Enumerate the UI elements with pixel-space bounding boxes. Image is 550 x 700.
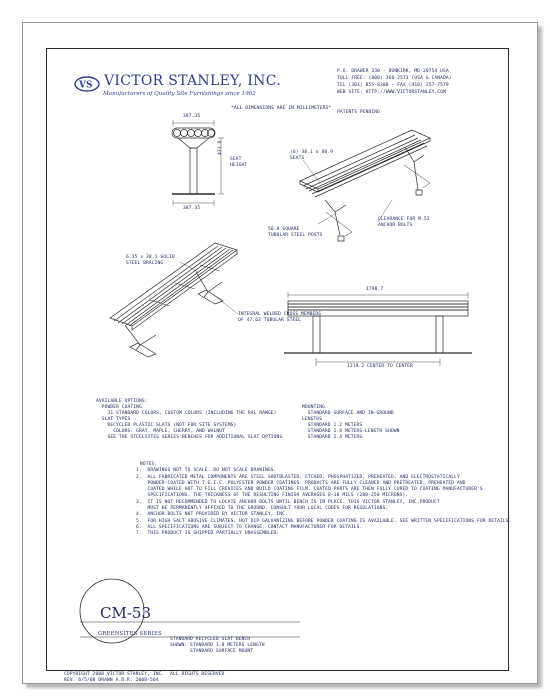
seat-height-label: SEAT HEIGHT bbox=[230, 157, 248, 168]
model-number: CM-53 bbox=[100, 604, 151, 622]
note-line: 3. IT IS NOT RECOMMENDED TO LOCATE ANCHOR BOLTS UNTIL BENCH IS IN PLACE. THIS VICTOR STANLEY, INC.PRODUCT bbox=[136, 500, 440, 505]
clearance-label: CLEARANCE FOR M.53 ANCHOR BOLTS bbox=[378, 217, 430, 228]
company-tagline: Manufacturers of Quality Site Furnishings since 1962 bbox=[103, 91, 256, 97]
options-left-line: RECYCLED PLASTIC SLATS (NOT FOR SITE SYSTEMS) bbox=[96, 423, 237, 428]
options-right-line: STANDARD 1.8 METERS-LENGTH SHOWN bbox=[302, 429, 400, 434]
note-line: 6. ALL SPECIFICATIONS ARE SUBJECT TO CHANGE. CONTACT MANUFACTURER FOR DETAILS. bbox=[136, 525, 363, 530]
options-left-line: POWDER COATING bbox=[96, 405, 142, 410]
description-line: SHOWN: STANDARD 1.8 METERS LENGTH bbox=[170, 643, 265, 648]
end-elevation-view bbox=[172, 120, 224, 206]
bottom-width-label: 387.35 bbox=[183, 206, 201, 211]
note-line: COATED WHILE HOT TO FILL CREVICES AND BUILD COATING FILM. COATED PARTS ARE THEN FULLY CURED TO COATING MANUFACTURER'S bbox=[136, 487, 483, 492]
top-width-label: 387.35 bbox=[183, 114, 201, 119]
address-line-4: WEB SITE: HTTP://WWW.VICTORSTANLEY.COM bbox=[337, 90, 446, 95]
seats-label: (6) 38.1 x 88.9 SEATS bbox=[290, 150, 333, 161]
options-right-line: MOUNTING bbox=[302, 405, 325, 410]
options-left-line: SLAT TYPES bbox=[96, 417, 131, 422]
overall-length-label: 1790.7 bbox=[366, 287, 384, 292]
note-line: 7. THIS PRODUCT IS SHIPPED PARTIALLY UNASSEMBLED. bbox=[136, 531, 280, 536]
dimensions-note: *ALL DIMENSIONS ARE IN MILLIMETERS* bbox=[231, 106, 332, 111]
address-line-1: P.O. DRAWER 330 - DUNKIRK, MD 20754 USA bbox=[337, 69, 449, 74]
description-line: STANDARD RECYCLED SLAT BENCH bbox=[170, 637, 251, 642]
front-elevation-view bbox=[284, 292, 472, 366]
cross-members-label: INTEGRAL WELDED CROSS MEMBERS OF 47.63 TUBULAR STEEL bbox=[238, 312, 322, 323]
note-line: 1. DRAWINGS NOT TO SCALE. DO NOT SCALE DRAWINGS. bbox=[136, 468, 277, 473]
options-left-line: 31 STANDARD COLORS, CUSTOM COLORS (INCLUDING THE RAL RANGE) bbox=[96, 411, 277, 416]
options-right-line: STANDARD SURFACE AND IN-GROUND bbox=[302, 411, 394, 416]
options-right-line: STANDARD 2.4 METERS bbox=[302, 435, 363, 440]
options-right-line: LENGTHS bbox=[302, 417, 323, 422]
note-line: 2. ALL FABRICATED METAL COMPONENTS ARE STEEL SHOTBLASTED, ETCHED, PHOSPHATIZED, PREHEATED, AND ELECTROSTATICALLY bbox=[136, 475, 460, 480]
note-line: 4. ANCHOR BOLTS NOT PROVIDED BY VICTOR STANLEY, INC. bbox=[136, 512, 288, 517]
tube-posts-label: 50.8 SQUARE TUBULAR STEEL POSTS bbox=[268, 227, 323, 238]
patents-note: PATENTS PENDING bbox=[337, 110, 380, 115]
options-left-line: COLORS: GRAY, MAPLE, CHERRY, AND WALNUT bbox=[96, 429, 225, 434]
options-left-line: AVAILABLE OPTIONS: bbox=[96, 399, 148, 404]
address-line-3: TEL (301) 855-8300 - FAX (410) 257-7579 bbox=[337, 83, 449, 88]
note-line: POWDER-COATED WITH T.G.I.C. POLYESTER POWDER COATINGS. PRODUCTS ARE FULLY CLEANED AND PRETREATED, PREHEATED AND bbox=[136, 481, 466, 486]
height-label: 431.8 bbox=[218, 140, 223, 155]
options-right-line: STANDARD 1.2 METERS bbox=[302, 423, 363, 428]
company-name: VICTOR STANLEY, INC. bbox=[104, 73, 281, 89]
copyright-line: COPYRIGHT 2008 VICTOR STANLEY, INC. ALL RIGHTS RESERVED bbox=[64, 672, 225, 677]
address-line-2: TOLL FREE: (800) 368-2573 (USA & CANADA) bbox=[337, 76, 452, 81]
note-line: SPECIFICATIONS. THE THICKNESS OF THE RESULTING FINISH AVERAGES 8-10 MILS (200-250 MICRONS). bbox=[136, 493, 409, 498]
note-line: NOTES: bbox=[140, 462, 158, 467]
description-line: STANDARD SURFACE MOUNT bbox=[170, 649, 254, 654]
series-name: GREENSITES SERIES bbox=[98, 631, 162, 637]
bracing-label: 6.35 x 38.1 SOLID STEEL BRACING bbox=[126, 255, 175, 266]
options-left-line: SEE THE STEELSITES SERIES BENCHES FOR ADDITIONAL SLAT OPTIONS bbox=[96, 435, 283, 440]
revision-line: REV. 6/5/08 DRAWN A.D.R. 2008-504 bbox=[64, 678, 159, 683]
center-to-center-label: 1219.2 CENTER TO CENTER bbox=[347, 364, 413, 369]
note-line: MUST BE PERMANENTLY AFFIXED TO THE GROUND. CONSULT YOUR LOCAL CODES FOR REGULATIONS. bbox=[136, 506, 389, 511]
svg-text:VS: VS bbox=[79, 80, 93, 91]
note-line: 5. FOR HIGH SALT ABUSIVE CLIMATES, HOT DIP GALVANIZING BEFORE POWDER COATING IS AVAILABLE. SEE WRITTEN SPECIFICATIONS FOR DETAILS. bbox=[136, 519, 512, 524]
